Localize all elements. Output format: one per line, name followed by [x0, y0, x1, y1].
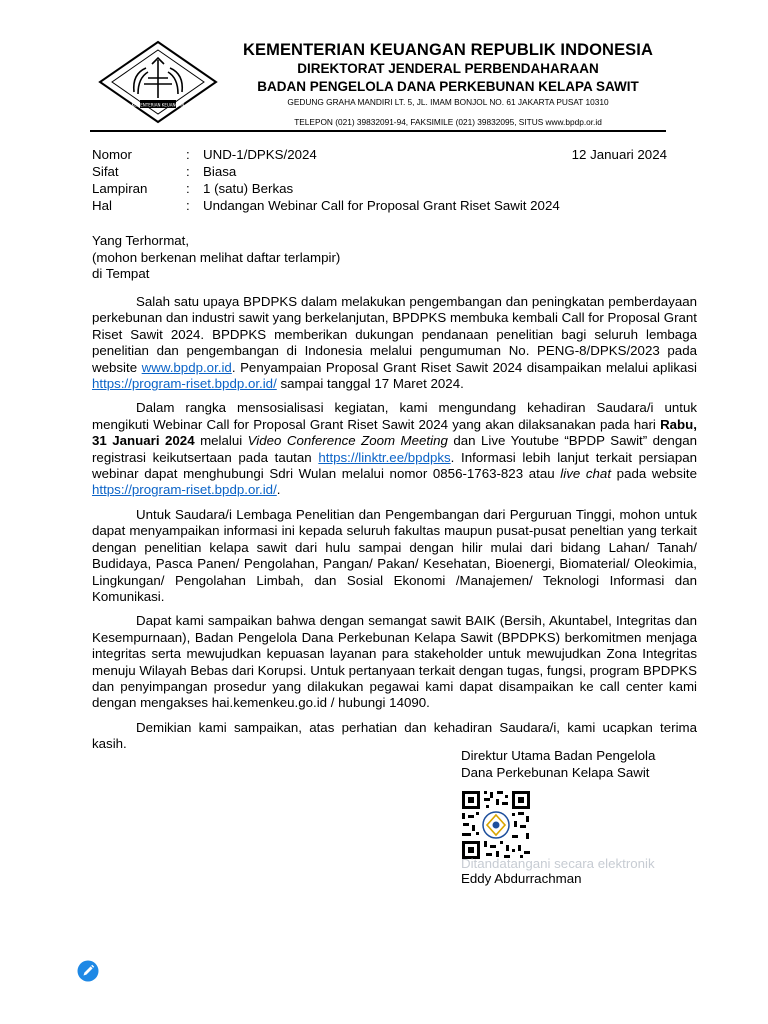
text-run: .	[276, 482, 281, 498]
meta-value: Biasa	[203, 164, 237, 179]
svg-text:KEMENTERIAN KEUANGAN: KEMENTERIAN KEUANGAN	[131, 102, 185, 108]
meta-colon: :	[186, 164, 190, 179]
text-run: sampai tanggal 17 Maret 2024.	[276, 376, 464, 392]
text-run: pada website	[611, 466, 697, 482]
meta-label: Nomor	[92, 147, 132, 162]
agency-address: GEDUNG GRAHA MANDIRI LT. 5, JL. IMAM BONJOL NO. 61 JAKARTA PUSAT 10310	[287, 97, 609, 107]
program-riset-link-2[interactable]: https://program-riset.bpdp.or.id/	[92, 482, 277, 498]
agency-name: BADAN PENGELOLA DANA PERKEBUNAN KELAPA SAWIT	[257, 79, 639, 94]
signature-title	[461, 747, 655, 781]
meta-colon: :	[186, 147, 190, 162]
meta-row-nature	[92, 163, 668, 180]
addressee-place: di Tempat	[92, 266, 150, 281]
zoom-meeting-text: Video Conference Zoom Meeting	[247, 433, 448, 449]
text-run: . Penyampaian Proposal Grant Riset Sawit 2024 disampaikan melalui aplikasi	[231, 359, 697, 375]
text-run: Dalam rangka mensosialisasi kegiatan, kami mengundang kehadiran Saudara/i untuk mengikuti Webinar Call for Proposal Grant Riset Sawit 2024 yang akan dilaksanakan pada hari	[92, 400, 697, 432]
kemenkeu-logo	[92, 38, 224, 126]
e-signature-qr-code	[460, 789, 532, 861]
bpdp-website-link[interactable]: www.bpdp.or.id	[141, 359, 232, 375]
text-run: melalui	[194, 433, 248, 449]
agency-contact: TELEPON (021) 39832091-94, FAKSIMILE (021) 39832095, SITUS www.bpdp.or.id	[294, 117, 602, 127]
paragraph-2	[92, 400, 697, 498]
meta-value: Undangan Webinar Call for Proposal Grant Riset Sawit 2024	[203, 198, 560, 213]
addressee	[92, 233, 340, 283]
edit-pencil-icon[interactable]	[77, 960, 99, 982]
letterhead	[232, 40, 664, 128]
paragraph-1	[92, 294, 697, 392]
letterhead-divider	[90, 130, 666, 132]
addressee-salutation: Yang Terhormat,	[92, 233, 190, 248]
meta-row-attachment	[92, 180, 668, 197]
webinar-date: Rabu, 31 Januari 2024	[92, 416, 697, 449]
directorate-name: DIREKTORAT JENDERAL PERBENDAHARAAN	[297, 61, 599, 76]
signature-title-line-2: Dana Perkebunan Kelapa Sawit	[461, 765, 650, 780]
meta-label: Lampiran	[92, 181, 148, 196]
letter-meta	[92, 146, 668, 214]
meta-colon: :	[186, 198, 190, 213]
text-run: Salah satu upaya BPDPKS dalam melakukan pengembangan dan peningkatan pemberdayaan perkebunan dan industri sawit yang berkelanjutan, BPDPKS membuka kembali Call for Proposal Grant Riset Sawit 2024. BPDPKS memberikan dukungan pendanaan penelitian bagi seluruh lembaga penelitian dan pengembangan di Indonesia melalui pengumuman No. PENG-8/DPKS/2023 pada website	[92, 294, 697, 375]
letter-body	[92, 294, 697, 761]
letter-date: 12 Januari 2024	[571, 147, 667, 162]
text-run: dan Live Youtube “BPDP Sawit” dengan registrasi keikutsertaan pada tautan	[92, 433, 698, 465]
meta-label: Sifat	[92, 164, 119, 179]
signatory-name: Eddy Abdurrachman	[461, 871, 582, 886]
paragraph-5: Demikian kami sampaikan, atas perhatian dan kehadiran Saudara/i, kami ucapkan terima kasih.	[92, 719, 697, 752]
signature-title-line-1: Direktur Utama Badan Pengelola	[461, 748, 656, 763]
text-run: . Informasi lebih lanjut terkait persiapan webinar dapat menghubungi Sdri Wulan melalui nomor 0856-1763-823 atau	[92, 449, 698, 482]
meta-value: 1 (satu) Berkas	[203, 181, 294, 196]
meta-colon: :	[186, 181, 190, 196]
ministry-name: KEMENTERIAN KEUANGAN REPUBLIK INDONESIA	[242, 41, 653, 59]
meta-value: UND-1/DPKS/2024	[203, 147, 317, 162]
paragraph-3: Untuk Saudara/i Lembaga Penelitian dan Pengembangan dari Perguruan Tinggi, mohon untuk dapat menyampaikan informasi ini kepada seluruh fakultas maupun pusat-pusat peneltian yang terkait dengan penelitian kelapa sawit dari hulu sampai dengan hilir mulai dari bidang Lahan/ Tanah/ Budidaya, Pasca Panen/ Pengolahan, Pangan/ Pakan/ Kesehatan, Bioenergi, Biomaterial/ Oleokimia, Lingkungan/ Pengolahan Limbah, dan Sosial Ekonomi /Manajemen/ Teknologi Informasi dan Komunikasi.	[92, 506, 697, 604]
linktree-link[interactable]: https://linktr.ee/bpdpks	[318, 449, 451, 465]
electronic-signature-note: Ditandatangani secara elektronik	[461, 856, 655, 871]
live-chat-text: live chat	[560, 466, 612, 482]
program-riset-link[interactable]: https://program-riset.bpdp.or.id/	[92, 376, 277, 392]
meta-row-subject	[92, 197, 668, 214]
meta-label: Hal	[92, 198, 112, 213]
addressee-note: (mohon berkenan melihat daftar terlampir)	[92, 249, 341, 265]
meta-row-number	[92, 146, 668, 163]
paragraph-4: Dapat kami sampaikan bahwa dengan semangat sawit BAIK (Bersih, Akuntabel, Integritas dan Kesempurnaan), Badan Pengelola Dana Perkebunan Kelapa Sawit (BPDPKS) berkomitmen menjaga integritas serta mewujudkan kepuasan layanan para stakeholder untuk mewujudkan Zona Integritas menuju Wilayah Bebas dari Korupsi. Untuk pertanyaan terkait dengan tugas, fungsi, program BPDPKS dan penyimpangan prosedur yang dilakukan pegawai kami dapat disampaikan ke call center kami dengan mengakses hai.kemenkeu.go.id / hubungi 14090.	[92, 613, 697, 711]
